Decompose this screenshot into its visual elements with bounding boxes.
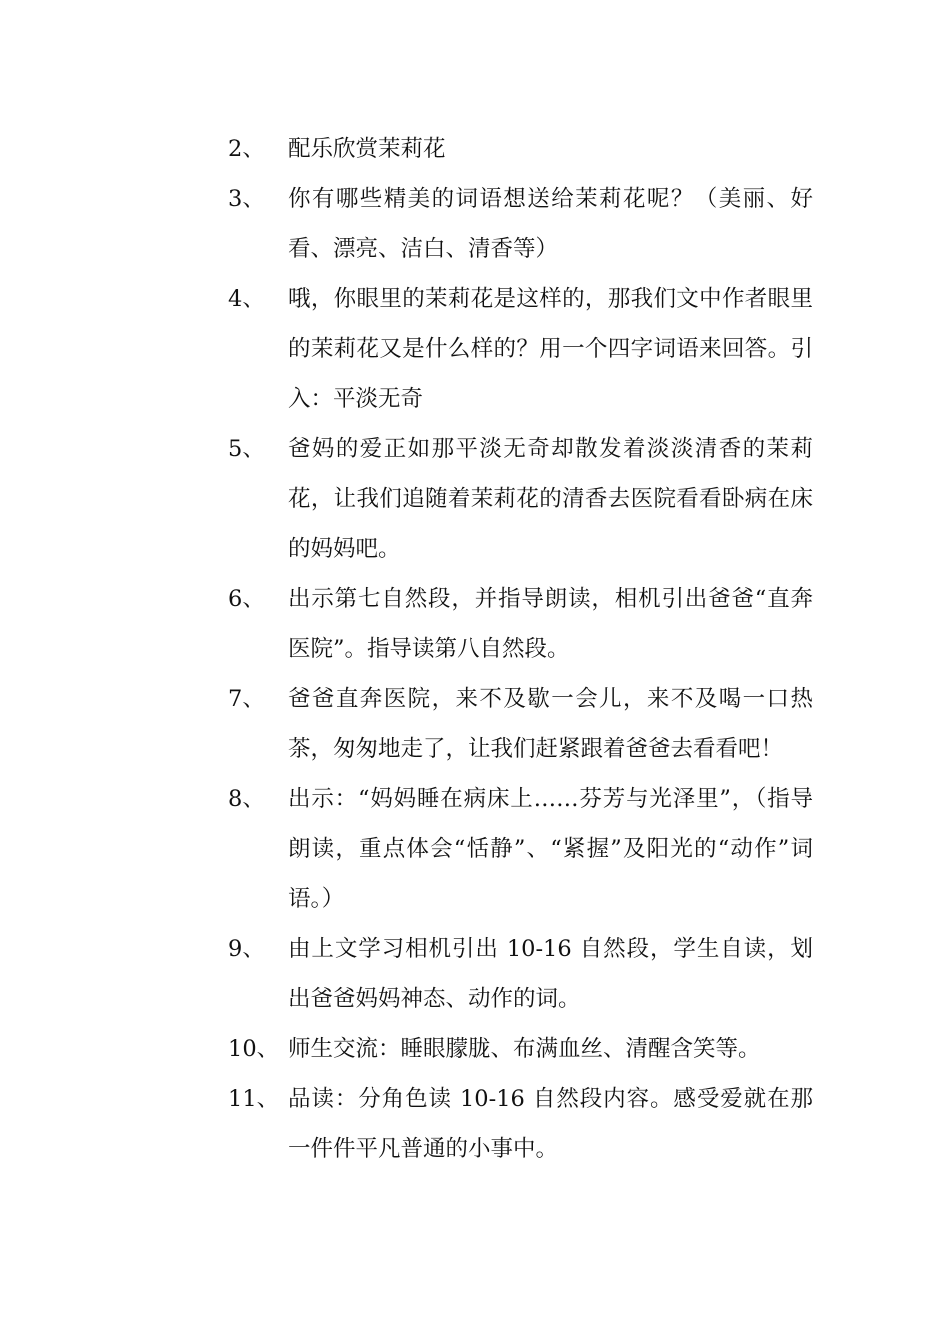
item-number: 5、: [228, 436, 265, 462]
item-number: 8、: [228, 786, 265, 812]
item-number: 6、: [228, 586, 265, 612]
list-item: [228, 574, 813, 674]
list-item: [228, 274, 813, 424]
item-number: 9、: [228, 936, 265, 962]
item-text: 出示：“妈妈睡在病床上……芬芳与光泽里”，（指导朗读，重点体会“恬静”、“紧握”及阳光的“动作”词语。）: [288, 786, 813, 912]
lesson-steps-list: [228, 124, 813, 1174]
item-text: 配乐欣赏茉莉花: [288, 136, 446, 162]
list-item: [228, 1074, 813, 1174]
list-item: [228, 1024, 813, 1074]
item-text: 师生交流：睡眼朦胧、布满血丝、清醒含笑等。: [288, 1036, 761, 1062]
list-item: [228, 124, 813, 174]
item-number: 7、: [228, 686, 265, 712]
list-item: [228, 674, 813, 774]
item-number: 4、: [228, 286, 265, 312]
item-text: 哦，你眼里的茉莉花是这样的，那我们文中作者眼里的茉莉花又是什么样的？用一个四字词语来回答。引入：平淡无奇: [288, 286, 813, 412]
item-text: 由上文学习相机引出 10-16 自然段，学生自读，划出爸爸妈妈神态、动作的词。: [288, 936, 813, 1012]
list-item: [228, 924, 813, 1024]
item-text: 品读：分角色读 10-16 自然段内容。感受爱就在那一件件平凡普通的小事中。: [288, 1086, 813, 1162]
item-text: 你有哪些精美的词语想送给茉莉花呢？（美丽、好看、漂亮、洁白、清香等）: [288, 186, 813, 262]
item-number: 2、: [228, 136, 265, 162]
list-item: [228, 774, 813, 924]
list-item: [228, 174, 813, 274]
list-item: [228, 424, 813, 574]
item-number: 11、: [228, 1086, 280, 1112]
item-text: 爸妈的爱正如那平淡无奇却散发着淡淡清香的茉莉花，让我们追随着茉莉花的清香去医院看看卧病在床的妈妈吧。: [288, 436, 813, 562]
item-number: 3、: [228, 186, 265, 212]
item-text: 出示第七自然段，并指导朗读，相机引出爸爸“直奔医院”。指导读第八自然段。: [288, 586, 813, 662]
item-text: 爸爸直奔医院，来不及歇一会儿，来不及喝一口热茶，匆匆地走了，让我们赶紧跟着爸爸去看看吧！: [288, 686, 813, 762]
item-number: 10、: [228, 1036, 280, 1062]
